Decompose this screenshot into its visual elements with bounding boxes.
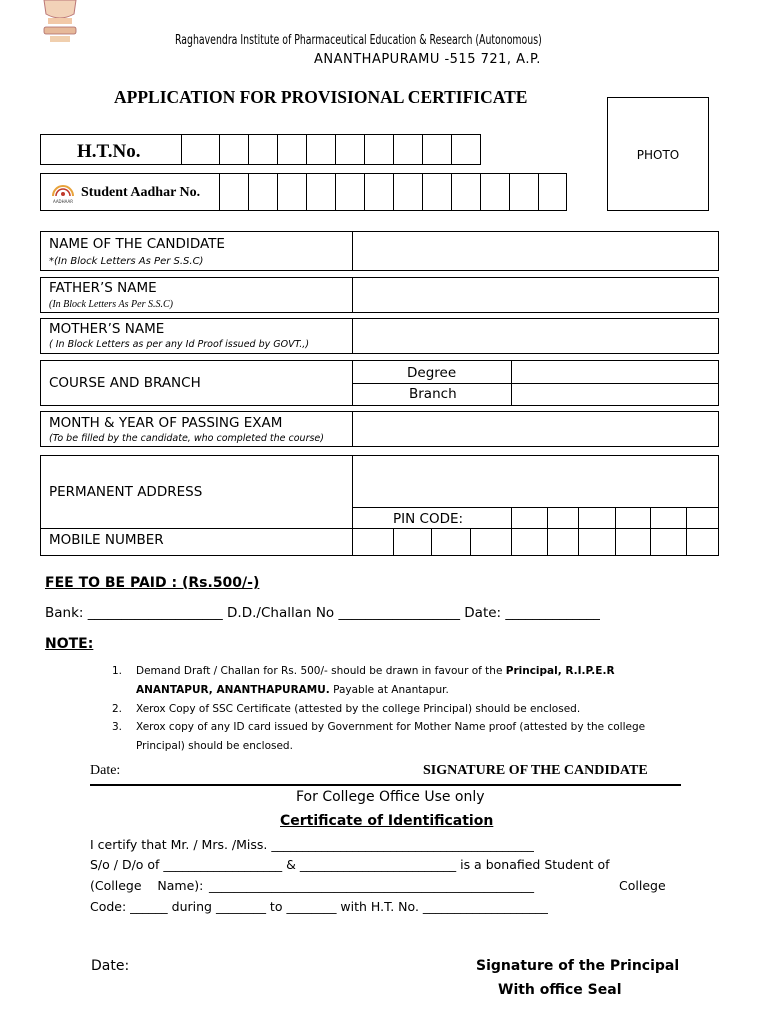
father-input[interactable] [354, 279, 717, 311]
mobile-label: MOBILE NUMBER [49, 532, 164, 548]
candidate-signature-label: SIGNATURE OF THE CANDIDATE [423, 763, 648, 778]
page-title: APPLICATION FOR PROVISIONAL CERTIFICATE [114, 87, 528, 107]
address-label: PERMANENT ADDRESS [49, 484, 203, 500]
address-input[interactable] [354, 457, 717, 506]
father-hint: (In Block Letters As Per S.S.C) [49, 299, 173, 310]
branch-input[interactable] [513, 385, 717, 404]
pin-label: PIN CODE: [393, 511, 464, 527]
passing-label: MONTH & YEAR OF PASSING EXAM [49, 415, 283, 431]
passing-hint: (To be filled by the candidate, who completed the course) [49, 433, 324, 444]
pin-input[interactable] [512, 508, 718, 527]
name-hint: *(In Block Letters As Per S.S.C) [49, 256, 204, 267]
name-label: NAME OF THE CANDIDATE [49, 236, 225, 252]
institute-logo [38, 0, 82, 46]
mother-input[interactable] [354, 320, 717, 352]
degree-input[interactable] [513, 362, 717, 382]
htno-label: H.T.No. [77, 141, 141, 162]
branch-label: Branch [409, 386, 457, 402]
note-item-3: 3. Xerox copy of any ID card issued by Government for Mother Name proof (attested by the college [112, 721, 646, 733]
aadhar-logo [49, 182, 77, 204]
certify-line-4: Code: ______ during ________ to ________ with H.T. No. ____________________ [90, 899, 548, 914]
photo-box [607, 97, 709, 211]
note-item-1-cont: ANANTAPUR, ANANTHAPURAMU. Payable at Anantapur. [136, 684, 449, 696]
office-seal-label: With office Seal [498, 982, 622, 998]
father-label: FATHER’S NAME [49, 280, 157, 296]
note-item-2: 2. Xerox Copy of SSC Certificate (attested by the college Principal) should be enclosed. [112, 703, 581, 715]
aadhar-box[interactable] [40, 173, 567, 211]
degree-label: Degree [407, 365, 457, 381]
certify-line-3-fill: ____________________________________________________ [209, 878, 534, 893]
htno-box[interactable] [40, 134, 481, 165]
svg-text:AADHAAR: AADHAAR [52, 199, 74, 204]
mother-label: MOTHER’S NAME [49, 321, 165, 337]
certify-line-2: S/o / D/o of ___________________ & _________________________ is a bonafied Student of [90, 857, 610, 872]
office-heading: For College Office Use only [296, 789, 485, 805]
fee-heading: FEE TO BE PAID : (Rs.500/-) [45, 575, 260, 591]
note-item-1: 1. Demand Draft / Challan for Rs. 500/- should be drawn in favour of the Principal, R.I.P.E.R [112, 665, 615, 677]
mother-hint: ( In Block Letters as per any Id Proof issued by GOVT.,) [49, 339, 310, 350]
certify-line-3-left: (College Name): [90, 878, 204, 893]
fee-line: Bank: ____________________ D.D./Challan No __________________ Date: ______________ [45, 605, 600, 621]
certify-line-3-right: College [619, 878, 666, 893]
note-heading: NOTE: [45, 636, 94, 652]
certify-line-1: I certify that Mr. / Mrs. /Miss. __________________________________________ [90, 837, 534, 852]
principal-signature-label: Signature of the Principal [476, 958, 680, 974]
date-label: Date: [90, 763, 121, 778]
aadhar-label: Student Aadhar No. [81, 185, 201, 200]
institute-address: ANANTHAPURAMU -515 721, A.P. [314, 52, 541, 67]
photo-label: PHOTO [636, 148, 680, 162]
institute-name: Raghavendra Institute of Pharmaceutical Education & Research (Autonomous) [175, 33, 542, 48]
passing-input[interactable] [354, 413, 717, 445]
office-date-label: Date: [91, 958, 130, 974]
mobile-input[interactable] [354, 529, 717, 555]
certificate-title: Certificate of Identification [280, 813, 494, 829]
divider [90, 784, 681, 786]
name-input[interactable] [354, 233, 717, 269]
note-item-3-cont: Principal) should be enclosed. [136, 740, 293, 752]
course-label: COURSE AND BRANCH [49, 375, 201, 391]
